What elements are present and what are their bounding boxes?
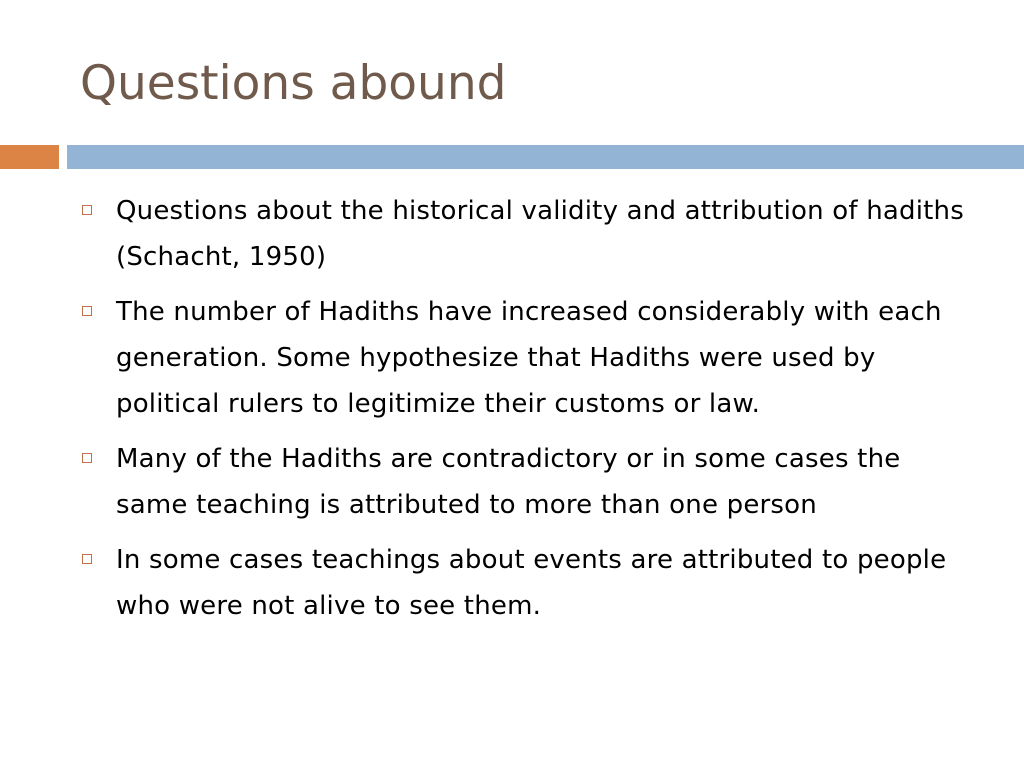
bullet-item-2 [80, 289, 980, 427]
bullet-list [80, 188, 980, 638]
bullet-text: The number of Hadiths have increased considerably with each generation. Some hypothesize that Hadiths were used by political rulers to legitimize their customs or law. [116, 297, 942, 419]
bullet-text: Questions about the historical validity and attribution of hadiths (Schacht, 1950) [116, 196, 964, 272]
bullet-item-3 [80, 436, 980, 528]
square-bullet-icon [82, 205, 92, 215]
bullet-item-4 [80, 537, 980, 629]
bullet-text: In some cases teachings about events are attributed to people who were not alive to see them. [116, 545, 947, 621]
square-bullet-icon [82, 554, 92, 564]
bullet-text: Many of the Hadiths are contradictory or in some cases the same teaching is attributed to more than one person [116, 444, 901, 520]
square-bullet-icon [82, 306, 92, 316]
accent-bar-orange [0, 145, 59, 169]
slide-title: Questions abound [80, 56, 507, 111]
square-bullet-icon [82, 453, 92, 463]
bullet-item-1 [80, 188, 980, 280]
accent-bar-blue [67, 145, 1024, 169]
